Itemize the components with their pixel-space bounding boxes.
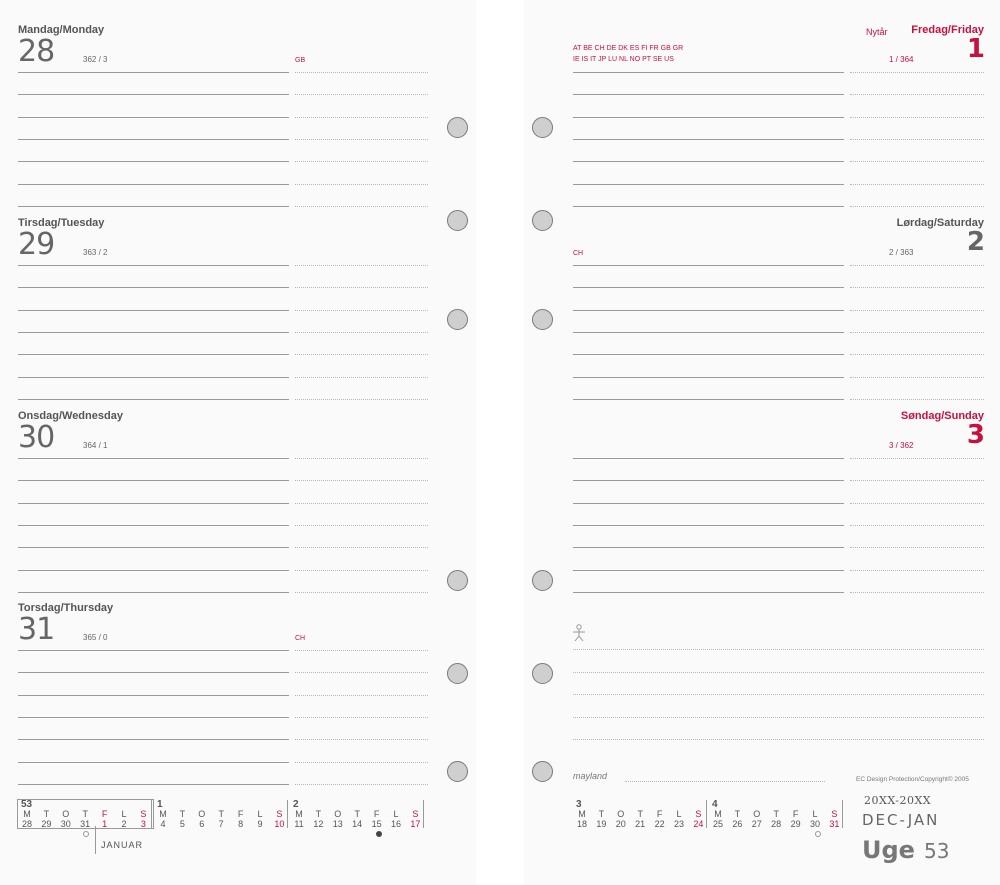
- mini-day-letter: T: [734, 809, 741, 819]
- mini-day-letter: M: [714, 809, 722, 819]
- writing-line: [18, 72, 289, 73]
- dotted-line: [295, 139, 428, 140]
- dotted-line: [295, 94, 428, 95]
- writing-line: [573, 161, 844, 162]
- binder-hole: [532, 570, 553, 591]
- mini-day-number: 5: [179, 819, 185, 829]
- mini-day-letter: M: [578, 809, 586, 819]
- dotted-line: [850, 265, 984, 266]
- mini-day-number: 30: [60, 819, 71, 829]
- dotted-line: [295, 672, 428, 673]
- new-moon-marker-right: [815, 831, 821, 837]
- brand-logo: mayland: [573, 771, 608, 781]
- mini-day-letter: M: [295, 809, 303, 819]
- writing-line: [573, 570, 844, 571]
- day-number: 1: [966, 34, 984, 64]
- writing-line: [18, 287, 289, 288]
- mini-day-letter: T: [82, 809, 88, 819]
- week-number: 53: [924, 839, 950, 863]
- day-number: 28: [18, 34, 55, 69]
- writing-line: [573, 592, 844, 593]
- notes-line: [573, 739, 984, 740]
- mini-week-number: 1: [157, 799, 163, 810]
- mini-day-number: 18: [576, 819, 587, 829]
- mini-day-number: 22: [654, 819, 665, 829]
- mini-day-letter: L: [257, 809, 263, 819]
- mini-day-letter: T: [637, 809, 643, 819]
- dotted-line: [850, 161, 984, 162]
- mini-day-letter: O: [617, 809, 625, 819]
- dotted-line: [850, 547, 984, 548]
- copyright-text: EC Design Protection/Copyright© 2005: [856, 776, 969, 783]
- dotted-line: [295, 354, 428, 355]
- years-label: 20XX-20XX: [864, 794, 932, 807]
- notes-line: [573, 717, 984, 718]
- dotted-line: [295, 72, 428, 73]
- day-count: 2 / 363: [889, 248, 914, 257]
- dotted-line: [295, 117, 428, 118]
- holiday-code: CH: [295, 635, 306, 642]
- mini-day-number: 6: [199, 819, 205, 829]
- day-count: 365 / 0: [83, 633, 108, 642]
- mini-day-letter: T: [598, 809, 605, 819]
- mini-day-number: 29: [790, 819, 801, 829]
- dotted-line: [295, 717, 428, 718]
- mini-day-letter: O: [198, 809, 206, 819]
- writing-line: [18, 739, 289, 740]
- writing-line: [18, 377, 289, 378]
- binder-hole: [532, 663, 553, 684]
- mini-day-letter: S: [276, 809, 283, 819]
- mini-week-divider: [287, 800, 288, 828]
- mini-week-number: 2: [293, 799, 299, 810]
- day-count: 362 / 3: [83, 55, 108, 64]
- writing-line: [573, 117, 844, 118]
- dotted-line: [295, 547, 428, 548]
- writing-line: [573, 265, 844, 266]
- mini-day-letter: T: [773, 809, 779, 819]
- writing-line: [573, 547, 844, 548]
- writing-line: [573, 332, 844, 333]
- dotted-line: [295, 525, 428, 526]
- mini-week-divider: [706, 800, 707, 828]
- writing-line: [18, 117, 289, 118]
- writing-line: [573, 480, 844, 481]
- writing-line: [573, 399, 844, 400]
- day-count: 363 / 2: [83, 248, 108, 257]
- day-header: Torsdag/Thursday: [18, 602, 114, 614]
- writing-line: [573, 503, 844, 504]
- dotted-line: [295, 762, 428, 763]
- mini-day-letter: O: [62, 809, 70, 819]
- writing-line: [18, 332, 289, 333]
- writing-line: [18, 592, 289, 593]
- day-header: Onsdag/Wednesday: [18, 410, 123, 422]
- dotted-line: [850, 184, 984, 185]
- dotted-line: [295, 650, 428, 651]
- mini-day-number: 26: [732, 819, 743, 829]
- writing-line: [18, 570, 289, 571]
- dotted-line: [295, 480, 428, 481]
- writing-line: [18, 458, 289, 459]
- writing-line: [18, 354, 289, 355]
- writing-line: [573, 94, 844, 95]
- dotted-line: [295, 161, 428, 162]
- mini-day-letter: L: [393, 809, 399, 819]
- mini-day-letter: M: [159, 809, 167, 819]
- binder-hole: [447, 761, 468, 782]
- mini-day-number: 23: [673, 819, 684, 829]
- dotted-line: [295, 287, 428, 288]
- dotted-line: [295, 739, 428, 740]
- binder-hole: [532, 117, 553, 138]
- mini-day-number: 31: [829, 819, 840, 829]
- dotted-line: [850, 480, 984, 481]
- binder-hole: [532, 210, 553, 231]
- mini-day-number: 14: [352, 819, 363, 829]
- writing-line: [18, 399, 289, 400]
- holiday-code: GB: [295, 57, 306, 64]
- mini-day-number: 24: [693, 819, 704, 829]
- dotted-line: [295, 184, 428, 185]
- months-label: DEC-JAN: [862, 811, 940, 829]
- gutter: [476, 0, 524, 885]
- writing-line: [573, 310, 844, 311]
- binder-hole: [532, 761, 553, 782]
- writing-line: [18, 503, 289, 504]
- writing-line: [573, 287, 844, 288]
- writing-line: [573, 458, 844, 459]
- dotted-line: [850, 332, 984, 333]
- day-header: Tirsdag/Tuesday: [18, 217, 105, 229]
- mini-day-number: 7: [218, 819, 224, 829]
- dotted-line: [295, 784, 428, 785]
- dotted-line: [850, 287, 984, 288]
- full-moon-marker: [376, 831, 382, 837]
- dotted-line: [295, 570, 428, 571]
- mini-day-number: 9: [257, 819, 263, 829]
- mini-day-number: 31: [80, 819, 91, 829]
- day-header: Mandag/Monday: [18, 24, 105, 36]
- holiday-code: CH: [573, 250, 584, 257]
- dotted-line: [850, 570, 984, 571]
- mini-week-divider: [151, 800, 152, 828]
- writing-line: [18, 184, 289, 185]
- mini-day-letter: T: [354, 809, 360, 819]
- writing-line: [573, 184, 844, 185]
- writing-line: [18, 547, 289, 548]
- dotted-line: [850, 117, 984, 118]
- writing-line: [18, 717, 289, 718]
- day-number: 29: [18, 227, 55, 262]
- notes-line: [573, 649, 984, 650]
- dotted-line: [295, 377, 428, 378]
- mini-day-number: 4: [160, 819, 166, 829]
- dotted-line: [850, 592, 984, 593]
- mini-day-letter: F: [101, 809, 108, 819]
- mini-day-letter: T: [179, 809, 186, 819]
- writing-line: [18, 139, 289, 140]
- dotted-line: [850, 458, 984, 459]
- right-page: [524, 0, 1000, 885]
- dotted-line: [850, 377, 984, 378]
- mini-day-letter: T: [43, 809, 50, 819]
- footer-dotted-line: [625, 781, 825, 782]
- writing-line: [18, 206, 289, 207]
- dotted-line: [850, 503, 984, 504]
- day-number: 30: [18, 420, 55, 455]
- binder-hole: [447, 309, 468, 330]
- mini-day-number: 19: [596, 819, 607, 829]
- mini-day-letter: S: [140, 809, 147, 819]
- writing-line: [573, 525, 844, 526]
- mini-day-letter: T: [315, 809, 322, 819]
- writing-line: [573, 354, 844, 355]
- dotted-line: [295, 332, 428, 333]
- writing-line: [18, 265, 289, 266]
- day-header: Fredag/Friday: [911, 24, 984, 36]
- mini-day-number: 20: [615, 819, 626, 829]
- holiday-codes-line1: AT BE CH DE DK ES FI FR GB GR: [573, 45, 684, 52]
- dotted-line: [850, 94, 984, 95]
- mini-day-letter: F: [656, 809, 663, 819]
- mini-day-letter: O: [753, 809, 761, 819]
- new-moon-marker: [83, 831, 89, 837]
- mini-week-number: 3: [576, 799, 582, 810]
- mini-day-number: 17: [410, 819, 421, 829]
- mini-week-number: 4: [712, 799, 718, 810]
- day-number: 3: [966, 420, 984, 450]
- week-indicator: [862, 836, 950, 864]
- day-header: Søndag/Sunday: [900, 410, 984, 422]
- dotted-line: [295, 399, 428, 400]
- dotted-line: [295, 503, 428, 504]
- mini-day-number: 1: [102, 819, 108, 829]
- mini-week-divider: [423, 800, 424, 828]
- day-count: 364 / 1: [83, 441, 108, 450]
- dotted-line: [850, 72, 984, 73]
- dotted-line: [295, 310, 428, 311]
- writing-line: [18, 672, 289, 673]
- dotted-line: [850, 206, 984, 207]
- mini-day-number: 28: [771, 819, 782, 829]
- dotted-line: [295, 206, 428, 207]
- dotted-line: [850, 310, 984, 311]
- mini-day-letter: S: [831, 809, 838, 819]
- mini-day-number: 30: [809, 819, 820, 829]
- mini-day-letter: O: [334, 809, 342, 819]
- day-count: 1 / 364: [889, 55, 914, 64]
- writing-line: [573, 206, 844, 207]
- binder-hole: [447, 210, 468, 231]
- writing-line: [18, 480, 289, 481]
- mini-day-number: 28: [21, 819, 32, 829]
- mini-day-letter: F: [373, 809, 380, 819]
- dotted-line: [850, 399, 984, 400]
- writing-line: [573, 72, 844, 73]
- writing-line: [18, 161, 289, 162]
- dotted-line: [850, 354, 984, 355]
- dotted-line: [295, 265, 428, 266]
- dotted-line: [850, 139, 984, 140]
- mini-day-number: 15: [371, 819, 382, 829]
- writing-line: [18, 310, 289, 311]
- mini-day-letter: S: [412, 809, 419, 819]
- holiday-codes-line2: IE IS IT JP LU NL NO PT SE US: [573, 56, 674, 63]
- holiday-name: Nytår: [866, 27, 888, 37]
- writing-line: [18, 525, 289, 526]
- mini-week-divider: [842, 800, 843, 828]
- day-number: 31: [18, 612, 55, 647]
- mini-day-number: 10: [274, 819, 285, 829]
- binder-hole: [447, 570, 468, 591]
- day-count: 3 / 362: [889, 441, 914, 450]
- mini-day-number: 11: [294, 819, 304, 829]
- mini-day-letter: F: [792, 809, 799, 819]
- mini-day-letter: L: [121, 809, 127, 819]
- stick-figure-icon: [571, 624, 587, 642]
- mini-day-number: 29: [41, 819, 52, 829]
- mini-day-letter: M: [23, 809, 31, 819]
- mini-day-number: 2: [121, 819, 127, 829]
- writing-line: [18, 784, 289, 785]
- mini-day-number: 13: [332, 819, 343, 829]
- writing-line: [18, 650, 289, 651]
- mini-day-number: 16: [390, 819, 401, 829]
- writing-line: [18, 695, 289, 696]
- mini-day-number: 25: [712, 819, 723, 829]
- binder-hole: [447, 117, 468, 138]
- mini-day-letter: L: [812, 809, 818, 819]
- mini-week-number: 53: [21, 799, 33, 810]
- mini-day-letter: L: [676, 809, 682, 819]
- mini-day-letter: S: [695, 809, 702, 819]
- writing-line: [573, 377, 844, 378]
- dotted-line: [295, 592, 428, 593]
- dotted-line: [295, 695, 428, 696]
- month-divider: [95, 826, 96, 854]
- dotted-line: [295, 458, 428, 459]
- writing-line: [573, 139, 844, 140]
- day-header: Lørdag/Saturday: [896, 217, 984, 229]
- left-page: [0, 0, 476, 885]
- mini-day-number: 8: [238, 819, 244, 829]
- day-number: 2: [966, 227, 984, 257]
- mini-day-number: 12: [313, 819, 324, 829]
- mini-day-letter: T: [218, 809, 224, 819]
- binder-hole: [532, 309, 553, 330]
- month-label: JANUAR: [101, 840, 144, 850]
- mini-day-letter: F: [237, 809, 244, 819]
- mini-day-number: 27: [751, 819, 762, 829]
- mini-day-number: 21: [635, 819, 646, 829]
- writing-line: [18, 94, 289, 95]
- writing-line: [18, 762, 289, 763]
- week-label: Uge: [862, 836, 915, 864]
- mini-day-number: 3: [140, 819, 146, 829]
- notes-line: [573, 694, 984, 695]
- notes-line: [573, 672, 984, 673]
- binder-hole: [447, 663, 468, 684]
- dotted-line: [850, 525, 984, 526]
